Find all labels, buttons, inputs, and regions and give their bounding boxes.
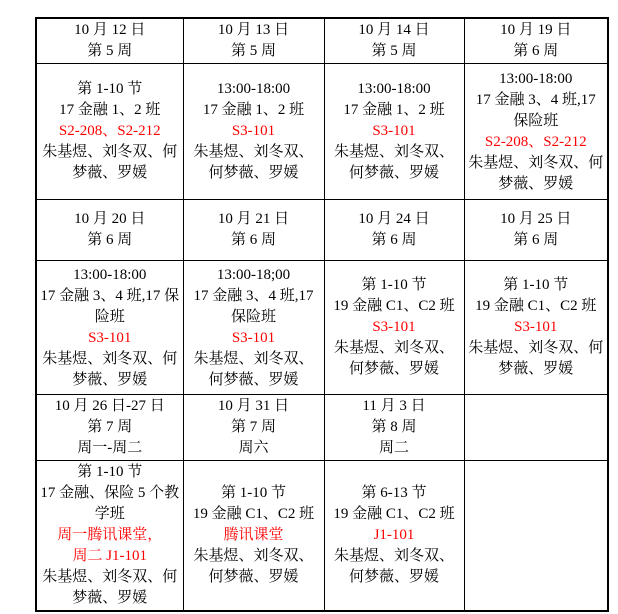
cell-text-line: 10 月 21 日 — [217, 211, 290, 227]
cell-text-line: 第 1-10 节 — [361, 277, 427, 293]
classroom-highlight-text: S3-101 — [88, 329, 132, 346]
session-row — [36, 64, 608, 200]
schedule-cell — [183, 395, 324, 461]
cell-text-line: 第 7 周 — [87, 419, 133, 435]
cell-text-line: 第 5 周 — [87, 43, 133, 59]
cell-text-line: 第 6 周 — [87, 232, 133, 248]
cell-text-line: 第 1-10 节 — [221, 485, 286, 501]
cell-text-line: 朱基煜、刘冬双、何梦薇、罗媛 — [42, 144, 178, 181]
schedule-cell — [324, 461, 464, 612]
cell-text-line: 朱基煜、刘冬双、何梦薇、罗媛 — [333, 548, 454, 585]
schedule-cell — [464, 461, 608, 612]
date-row — [36, 395, 608, 461]
cell-text-line: 第 6 周 — [371, 232, 417, 248]
cell-text-line: 19 金融 C1、C2 班 — [192, 506, 315, 522]
cell-text-line: 19 金融 C1、C2 班 — [333, 298, 455, 314]
cell-text-line: 第 6 周 — [230, 232, 276, 248]
schedule-cell — [36, 461, 183, 612]
date-row — [36, 200, 608, 261]
cell-text-line: 第 1-10 节 — [77, 81, 143, 97]
cell-text-line: 第 6-13 节 — [361, 485, 427, 501]
cell-text-line: 第 7 周 — [230, 419, 276, 435]
cell-text-line: 10 月 20 日 — [74, 211, 146, 227]
schedule-cell — [324, 64, 464, 200]
cell-text-line: 10 月 12 日 — [74, 22, 146, 38]
cell-text-line: 朱基煜、刘冬双、何梦薇、罗媛 — [333, 144, 454, 181]
cell-text-line: 10 月 13 日 — [217, 22, 290, 38]
cell-text-line: 13:00-18:00 — [73, 266, 147, 283]
schedule-cell — [183, 261, 324, 395]
cell-text-line: 13:00-18;00 — [216, 266, 291, 283]
schedule-cell — [183, 200, 324, 261]
schedule-table — [35, 17, 609, 612]
schedule-cell — [464, 261, 608, 395]
cell-text-line: 朱基煜、刘冬双、何梦薇、罗媛 — [333, 340, 454, 377]
cell-text-line: 17 金融 1、2 班 — [202, 102, 305, 118]
cell-text-line: 朱基煜、刘冬双、何梦薇、罗媛 — [193, 144, 314, 181]
schedule-cell — [464, 18, 608, 64]
schedule-cell — [36, 200, 183, 261]
session-row — [36, 261, 608, 395]
date-row — [36, 18, 608, 64]
cell-text-line: 10 月 25 日 — [500, 211, 572, 227]
cell-text-line: 17 金融 1、2 班 — [59, 102, 161, 118]
schedule-body — [36, 18, 608, 611]
classroom-highlight-text: 周一腾讯课堂， — [57, 527, 163, 543]
cell-text-line: 第 8 周 — [371, 419, 417, 435]
schedule-cell — [464, 200, 608, 261]
cell-text-line: 10 月 24 日 — [358, 211, 430, 227]
cell-text-line: 10 月 19 日 — [500, 22, 572, 38]
schedule-cell — [36, 18, 183, 64]
cell-text-line: 第 6 周 — [513, 43, 559, 59]
schedule-cell — [36, 64, 183, 200]
classroom-highlight-text: S2-208、S2-212 — [484, 133, 587, 150]
cell-text-line: 朱基煜、刘冬双、何梦薇、罗媛 — [193, 548, 314, 585]
classroom-highlight-text: S2-208、S2-212 — [58, 123, 161, 139]
schedule-cell — [324, 395, 464, 461]
cell-text-line: 17 金融 3、4 班,17 保险班 — [40, 287, 180, 325]
classroom-highlight-text: S3-101 — [231, 329, 276, 346]
classroom-highlight-text: 周二 J1-101 — [72, 548, 148, 564]
schedule-cell — [183, 461, 324, 612]
cell-text-line: 17 金融 3、4 班,17 保险班 — [475, 91, 596, 129]
cell-text-line: 17 金融 1、2 班 — [343, 102, 445, 118]
cell-text-line: 周六 — [238, 440, 269, 456]
cell-text-line: 朱基煜、刘冬双、何梦薇、罗媛 — [468, 340, 604, 377]
schedule-cell — [464, 64, 608, 200]
cell-text-line: 13:00-18:00 — [357, 81, 431, 97]
schedule-cell — [36, 261, 183, 395]
schedule-cell — [464, 395, 608, 461]
cell-text-line: 朱基煜、刘冬双、何梦薇、罗媛 — [42, 350, 178, 388]
cell-text-line: 17 金融、保险 5 个教学班 — [40, 485, 180, 522]
classroom-highlight-text: S3-101 — [514, 319, 558, 335]
session-row — [36, 461, 608, 612]
schedule-cell — [324, 200, 464, 261]
cell-text-line: 第 1-10 节 — [77, 464, 143, 480]
cell-text-line: 第 6 周 — [513, 232, 559, 248]
schedule-cell — [324, 261, 464, 395]
classroom-highlight-text: S3-101 — [372, 319, 416, 335]
classroom-highlight-text: 腾讯课堂 — [223, 527, 284, 543]
cell-text-line: 13:00-18:00 — [216, 81, 291, 97]
cell-text-line: 17 金融 3、4 班,17 保险班 — [193, 287, 314, 325]
schedule-cell — [324, 18, 464, 64]
cell-text-line: 第 5 周 — [371, 43, 417, 59]
cell-text-line: 第 1-10 节 — [503, 277, 569, 293]
cell-text-line: 19 金融 C1、C2 班 — [475, 298, 597, 314]
classroom-highlight-text: J1-101 — [373, 527, 415, 543]
cell-text-line: 第 5 周 — [230, 43, 276, 59]
cell-text-line: 10 月 14 日 — [358, 22, 430, 38]
cell-text-line: 周一-周二 — [77, 440, 143, 456]
cell-text-line: 13:00-18:00 — [499, 70, 573, 87]
cell-text-line: 11 月 3 日 — [362, 398, 426, 414]
cell-text-line: 朱基煜、刘冬双、何梦薇、罗媛 — [42, 569, 178, 606]
cell-text-line: 周二 — [378, 440, 409, 456]
cell-text-line: 10 月 26 日-27 日 — [54, 398, 165, 414]
cell-text-line: 10 月 31 日 — [217, 398, 290, 414]
schedule-cell — [36, 395, 183, 461]
cell-text-line: 朱基煜、刘冬双、何梦薇、罗媛 — [468, 154, 604, 192]
classroom-highlight-text: S3-101 — [372, 123, 416, 139]
cell-text-line: 朱基煜、刘冬双、何梦薇、罗媛 — [193, 350, 314, 388]
classroom-highlight-text: S3-101 — [231, 123, 276, 139]
schedule-cell — [183, 64, 324, 200]
cell-text-line: 19 金融 C1、C2 班 — [333, 506, 455, 522]
schedule-cell — [183, 18, 324, 64]
